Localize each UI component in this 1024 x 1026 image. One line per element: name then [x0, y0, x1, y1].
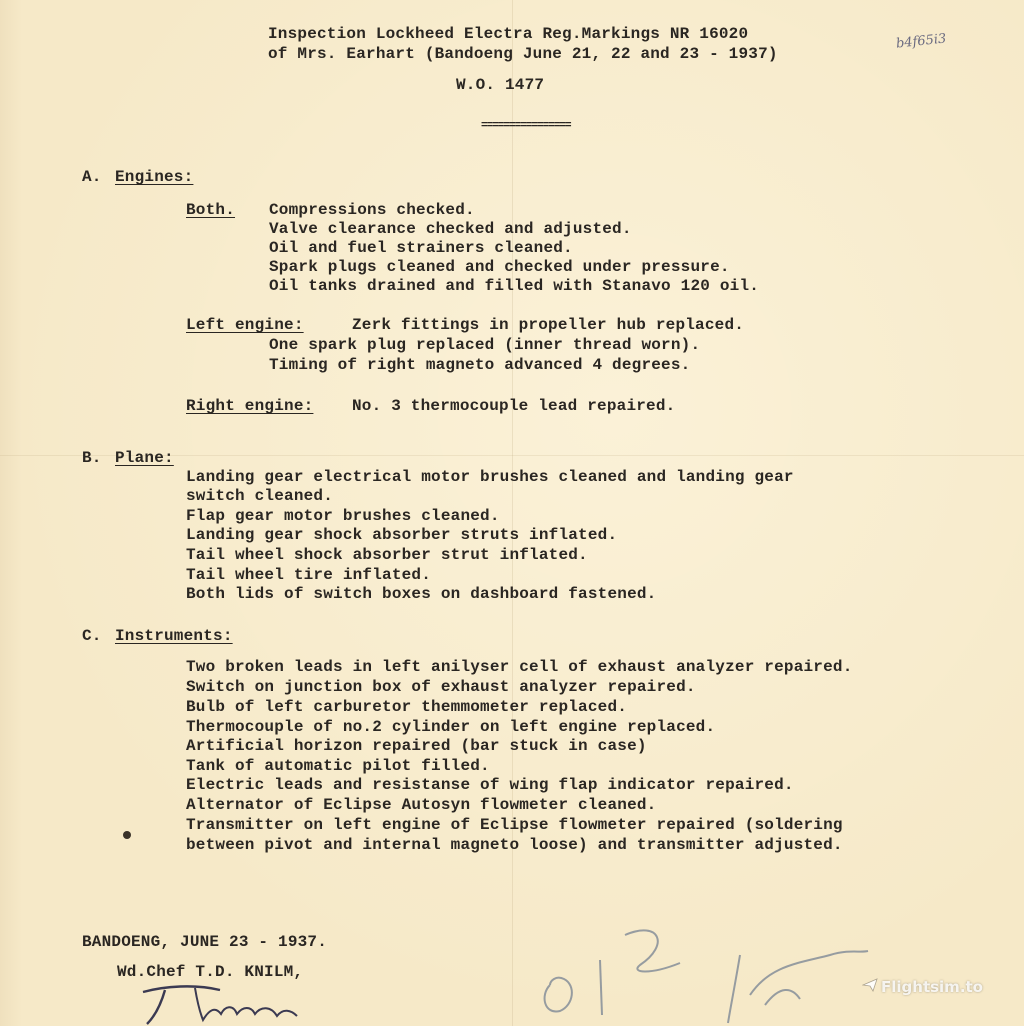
left-engine-item: Timing of right magneto advanced 4 degrees.: [269, 356, 691, 374]
handwritten-note: b4f65i3: [895, 31, 948, 52]
left-engine-item: One spark plug replaced (inner thread worn).: [269, 336, 701, 354]
footer-signatory: Wd.Chef T.D. KNILM,: [117, 963, 304, 981]
both-item: Oil tanks drained and filled with Stanavo 120 oil.: [269, 277, 760, 295]
instrument-item: Transmitter on left engine of Eclipse flowmeter repaired (soldering: [186, 816, 843, 834]
instrument-item: Switch on junction box of exhaust analyzer repaired.: [186, 678, 696, 696]
both-item: Compressions checked.: [269, 201, 475, 219]
watermark-text: Flightsim.to: [881, 978, 983, 996]
handwritten-initials: [530, 915, 870, 1026]
instrument-item: Two broken leads in left anilyser cell of exhaust analyzer repaired.: [186, 658, 853, 676]
footer-date: BANDOENG, JUNE 23 - 1937.: [82, 933, 328, 951]
watermark: [862, 978, 983, 996]
right-engine-item: No. 3 thermocouple lead repaired.: [352, 397, 676, 415]
plane-item: Both lids of switch boxes on dashboard fastened.: [186, 585, 657, 603]
section-c-label: C.: [82, 627, 102, 645]
instrument-item: Artificial horizon repaired (bar stuck in case): [186, 737, 647, 755]
paper-fold-vertical: [512, 0, 513, 1026]
instrument-item: Bulb of left carburetor themmometer replaced.: [186, 698, 628, 716]
instrument-item: Thermocouple of no.2 cylinder on left engine replaced.: [186, 718, 716, 736]
section-b-title: Plane:: [115, 449, 174, 467]
plane-item: Tail wheel tire inflated.: [186, 566, 432, 584]
right-engine-label: Right engine:: [186, 397, 314, 415]
left-engine-item: Zerk fittings in propeller hub replaced.: [352, 316, 745, 334]
header-line-2: of Mrs. Earhart (Bandoeng June 21, 22 and 23 - 1937): [268, 45, 778, 63]
ink-dot: [123, 831, 131, 839]
section-a-title: Engines:: [115, 168, 194, 186]
instrument-item: Tank of automatic pilot filled.: [186, 757, 490, 775]
plane-item: Flap gear motor brushes cleaned.: [186, 507, 500, 525]
instrument-item: Electric leads and resistanse of wing flap indicator repaired.: [186, 776, 794, 794]
instrument-item: between pivot and internal magneto loose) and transmitter adjusted.: [186, 836, 843, 854]
work-order-number: W.O. 1477: [456, 76, 545, 94]
plane-item: Landing gear electrical motor brushes cleaned and landing gear: [186, 468, 794, 486]
plane-item: Tail wheel shock absorber strut inflated.: [186, 546, 588, 564]
handwritten-signature: [125, 980, 325, 1026]
both-engines-label: Both.: [186, 201, 236, 219]
section-a-label: A.: [82, 168, 102, 186]
plane-item: Landing gear shock absorber struts inflated.: [186, 526, 618, 544]
both-item: Spark plugs cleaned and checked under pressure.: [269, 258, 730, 276]
header-divider: ================: [481, 120, 571, 132]
plane-item: switch cleaned.: [186, 487, 334, 505]
section-c-title: Instruments:: [115, 627, 233, 645]
paper-plane-icon: [862, 978, 878, 996]
both-item: Valve clearance checked and adjusted.: [269, 220, 632, 238]
both-item: Oil and fuel strainers cleaned.: [269, 239, 573, 257]
header-line-1: Inspection Lockheed Electra Reg.Markings NR 16020: [268, 25, 749, 43]
section-b-label: B.: [82, 449, 102, 467]
left-engine-label: Left engine:: [186, 316, 304, 334]
instrument-item: Alternator of Eclipse Autosyn flowmeter cleaned.: [186, 796, 657, 814]
